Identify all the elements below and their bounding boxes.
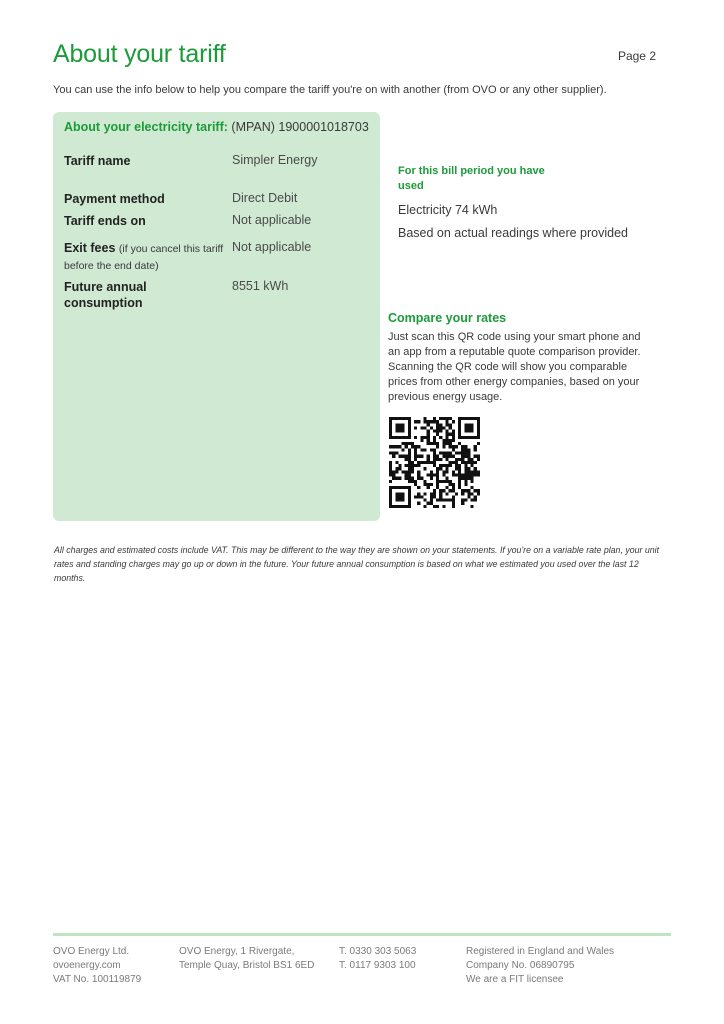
footer-fit-licensee: We are a FIT licensee xyxy=(466,974,564,985)
exit-fees-label xyxy=(64,240,224,274)
footer-registration xyxy=(466,945,614,987)
footer-registered: Registered in England and Wales xyxy=(466,946,615,957)
tariff-heading-label: About your electricity tariff: xyxy=(64,120,228,134)
future-consumption-label: Future annual consumption xyxy=(64,280,147,310)
usage-heading: For this bill period you have used xyxy=(398,165,545,192)
footer-company xyxy=(53,945,141,987)
exit-fees-title: Exit fees xyxy=(64,241,116,255)
exit-fees-value: Not applicable xyxy=(232,240,312,254)
payment-method-label: Payment method xyxy=(64,192,165,206)
readings-note: Based on actual readings where provided xyxy=(398,226,629,240)
footer-address-line1: OVO Energy, 1 Rivergate, xyxy=(179,946,295,957)
footer-company-name: OVO Energy Ltd. xyxy=(53,946,130,957)
footer-address-line2: Temple Quay, Bristol BS1 6ED xyxy=(179,960,315,971)
electricity-usage: Electricity 74 kWh xyxy=(398,203,498,217)
exit-fees-note: (if you cancel this tariff before the end date) xyxy=(64,243,224,272)
qr-code-icon[interactable] xyxy=(389,417,480,508)
tariff-name-value: Simpler Energy xyxy=(232,153,318,167)
footer-phone-2[interactable]: T. 0117 9303 100 xyxy=(339,960,416,971)
tariff-ends-label: Tariff ends on xyxy=(64,214,146,228)
tariff-panel-heading xyxy=(64,120,369,134)
compare-rates-heading: Compare your rates xyxy=(388,311,507,325)
page-title: About your tariff xyxy=(53,40,226,68)
tariff-name-label: Tariff name xyxy=(64,154,131,168)
page-number: Page 2 xyxy=(617,49,656,63)
footer-company-number: Company No. 06890795 xyxy=(466,960,575,971)
intro-text: You can use the info below to help you compare the tariff you're on with another (from OVO or any other supplier). xyxy=(53,84,607,96)
footer-vat-number: VAT No. 100119879 xyxy=(53,974,142,985)
tariff-info-panel xyxy=(53,112,380,521)
mpan-value: (MPAN) 1900001018703 xyxy=(231,120,369,134)
compare-rates-text: Just scan this QR code using your smart phone and an app from a reputable quote comparison provider. Scanning the QR code will show you comparable prices from other energy companies, based on your previous energy usage. xyxy=(388,331,641,403)
payment-method-value: Direct Debit xyxy=(232,191,298,205)
footer-website-link[interactable]: ovoenergy.com xyxy=(53,960,121,971)
footer-divider xyxy=(53,933,671,936)
tariff-ends-value: Not applicable xyxy=(232,213,312,227)
future-consumption-value: 8551 kWh xyxy=(232,279,289,293)
vat-footnote: All charges and estimated costs include VAT. This may be different to the way they are shown on your statements. If you're on a variable rate plan, your unit rates and standing charges may go up or down in the future. Your future annual consumption is based on what we estimated you used over the last 12 months. xyxy=(54,545,660,583)
footer-phones xyxy=(339,945,416,973)
footer-phone-1[interactable]: T. 0330 303 5063 xyxy=(339,946,417,957)
footer-address xyxy=(179,945,314,973)
